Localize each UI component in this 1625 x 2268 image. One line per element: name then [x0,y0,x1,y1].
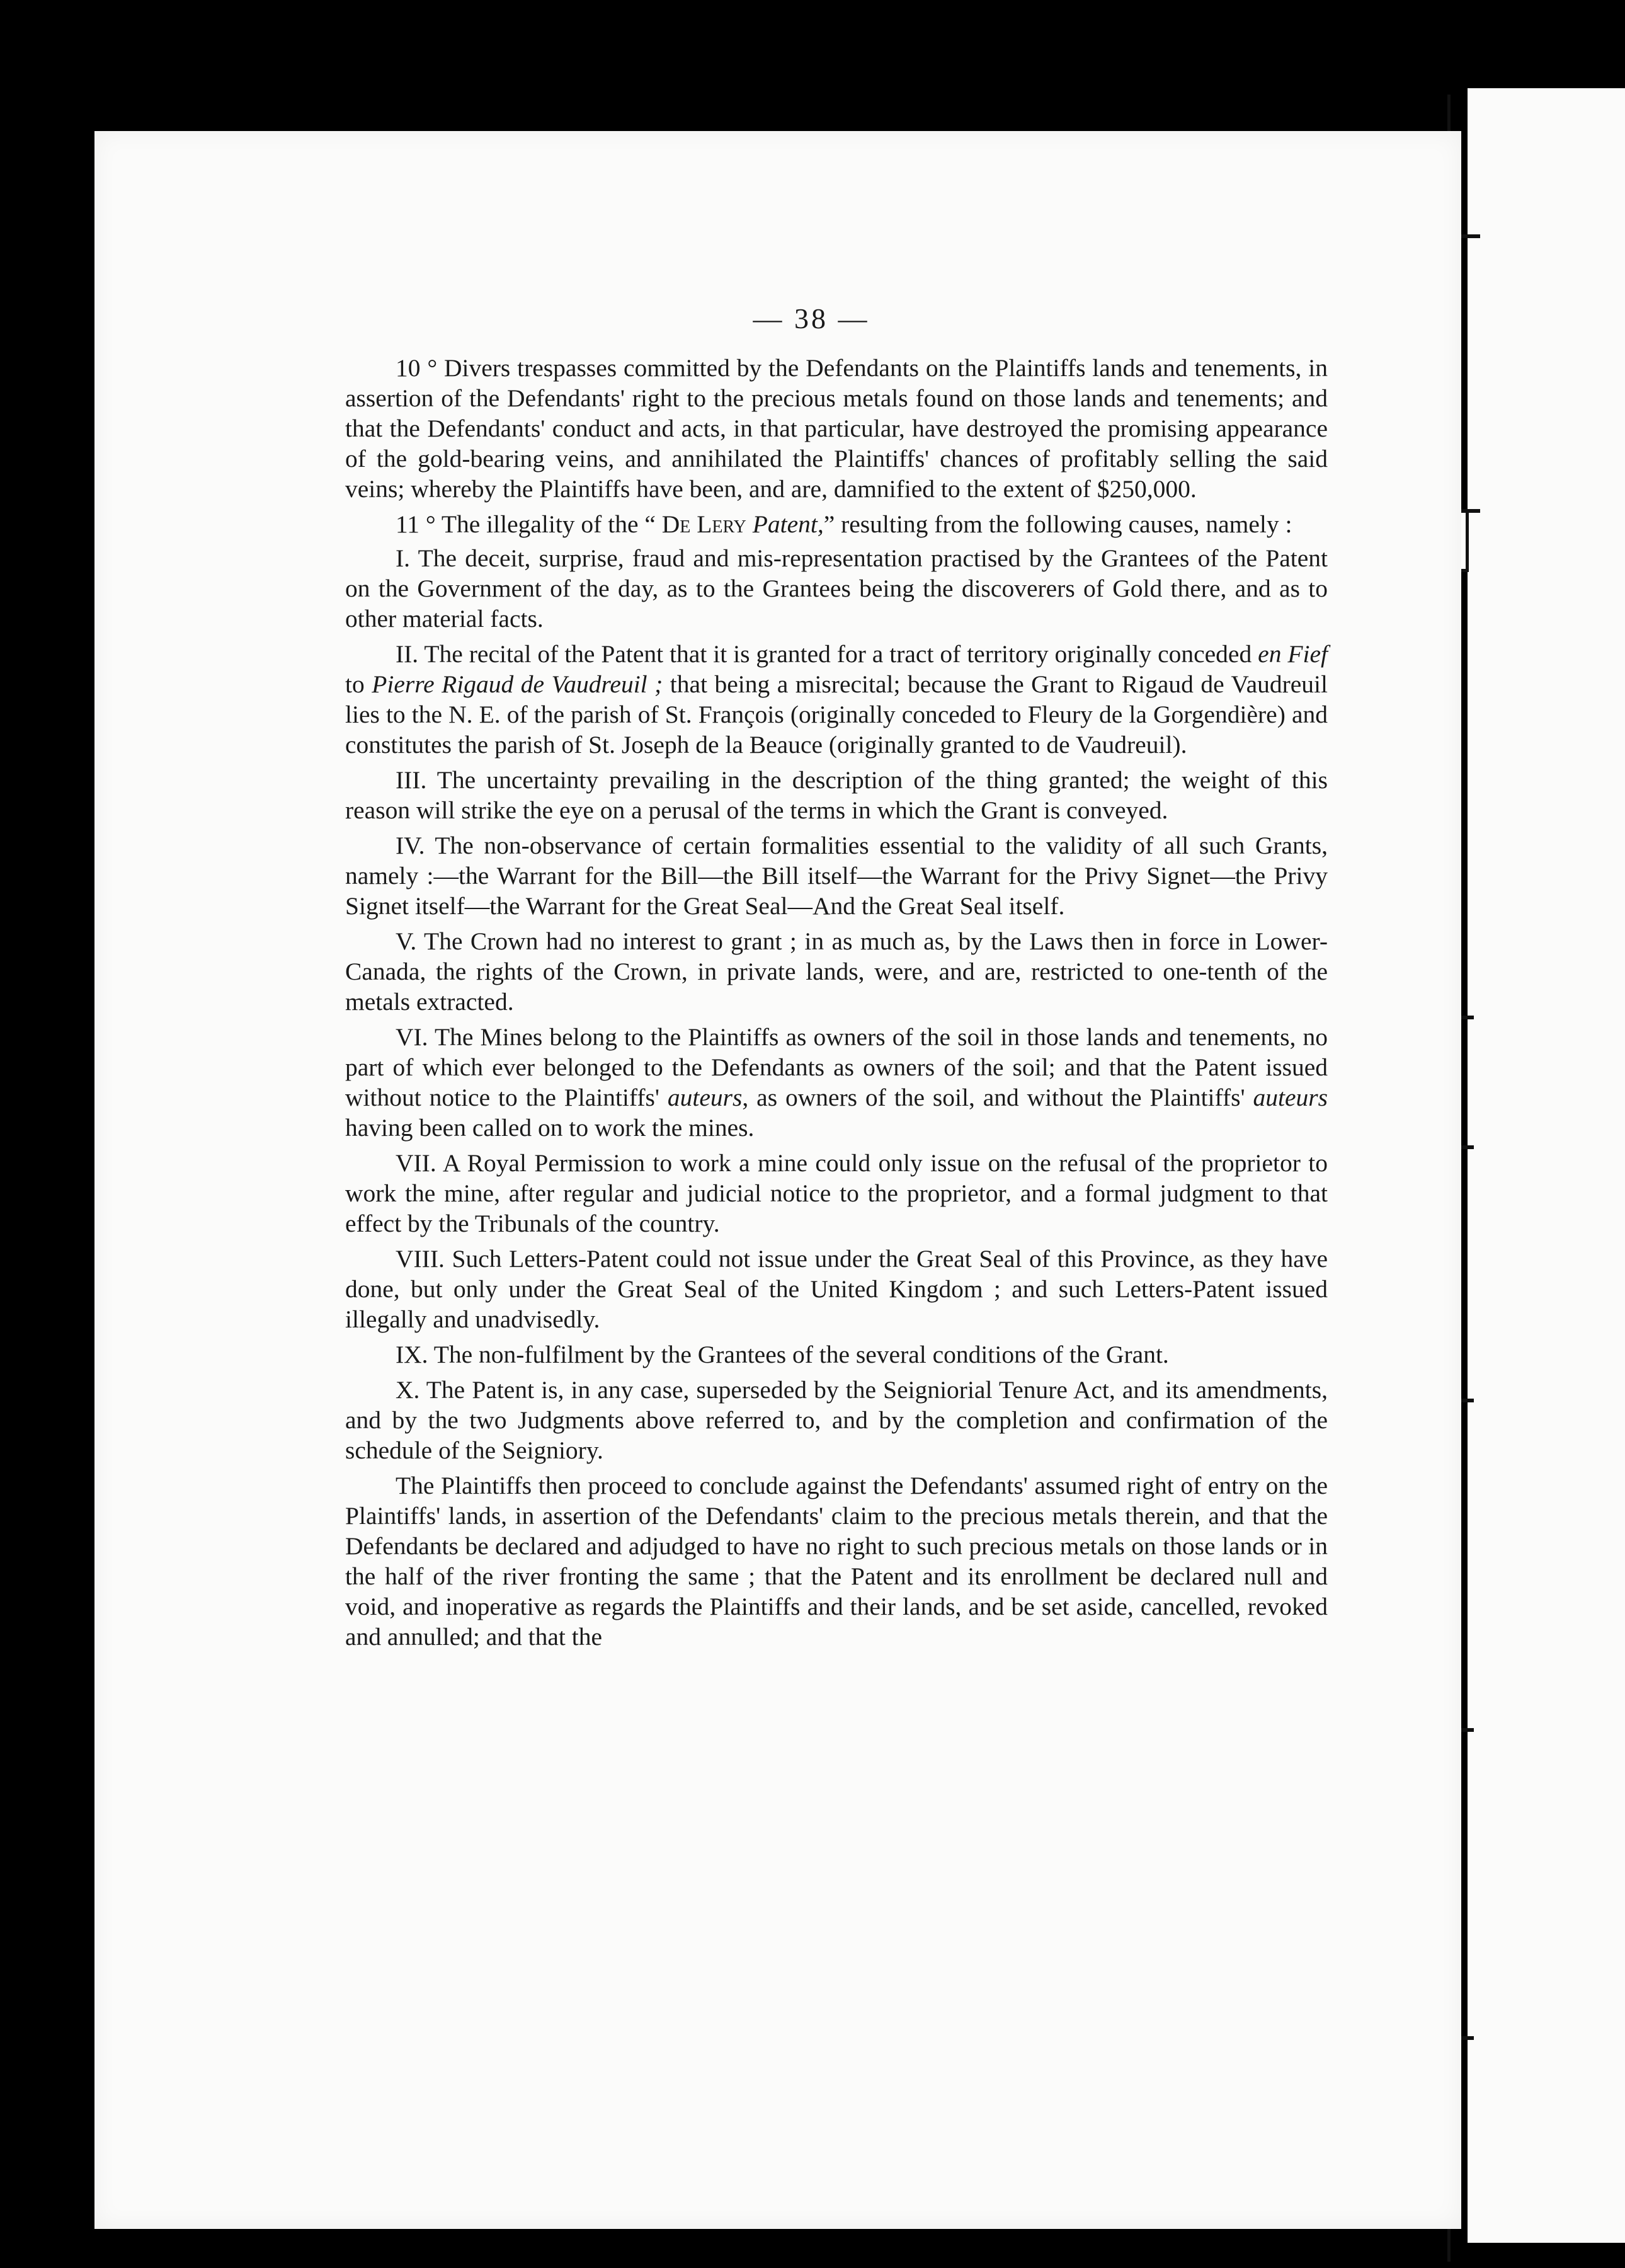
auteurs-italic: auteurs [667,1084,743,1111]
cause-vi-text: , as owners of the soil, and without the Plaintiffs' [742,1084,1253,1111]
cause-vi-text: having been called on to work the mines. [345,1114,755,1142]
cause-v: V. The Crown had no interest to grant ; in as much as, by the Laws then in force in Lower-Canada, the rights of the Crown, in private lands, were, and are, restricted to one-tenth of the metals extracted. [345,927,1328,1016]
de-lery-name: De Lery [661,510,746,538]
paragraph-10: 10 ° Divers trespasses committed by the Defendants on the Plaintiffs lands and tenements, in assertion of the Defendants' right to the precious metals found on those lands and tenements; and that the Defendants' conduct and acts, in that particular, have destroyed the promising appearance of the gold-bearing veins, and annihilated the Plaintiffs' chances of profitably selling the said veins; whereby the Plaintiffs have been, and are, damnified to the extent of $250,000. [345,354,1328,503]
paragraph-11-text-end: ” resulting from the following causes, namely : [823,510,1292,538]
paragraph-11-text: 11 ° The illegality of the “ [396,510,662,538]
cause-vii: VII. A Royal Permission to work a mine could only issue on the refusal of the proprietor to work the mine, after regular and judicial notice to the proprietor, and a formal judgment to that effect by the Tribunals of the country. [345,1149,1328,1237]
cause-iv: IV. The non-observance of certain formalities essential to the validity of all such Grants, namely :—the Warrant for the Bill—the Bill itself—the Warrant for the Privy Signet—the Privy Signet itself—the Warrant for the Great Seal—And the Great Seal itself. [345,832,1328,920]
cause-ii-text: II. The recital of the Patent that it is granted for a tract of territory originally conceded [396,640,1258,668]
page-number: — 38 — [753,302,870,335]
cause-viii: VIII. Such Letters-Patent could not issue under the Great Seal of this Province, as they have done, but only under the Great Seal of the United Kingdom ; and such Letters-Patent issued illegally and unadvisedly. [345,1245,1328,1333]
conclusion-paragraph: The Plaintiffs then proceed to conclude against the Defendants' assumed right of entry on the Plaintiffs' lands, in assertion of the Defendants' claim to the precious metals therein, and that the Defendants be declared and adjudged to have no right to such precious metals on those lands or in the half of the river fronting the same ; that the Patent and its enrollment be declared null and void, and inoperative as regards the Plaintiffs and their lands, and be set aside, cancelled, revoked and annulled; and that the [345,1472,1328,1651]
auteurs-italic: auteurs [1253,1084,1328,1111]
cause-iii: III. The uncertainty prevailing in the description of the thing granted; the weight of this reason will strike the eye on a perusal of the terms in which the Grant is conveyed. [345,766,1328,824]
cause-ii-text: to [345,670,372,698]
cause-vi-text: VI. The Mines belong to the Plaintiffs as owners of the soil in those lands and tenements, no part of which ever belonged to the Defendants as owners of the soil; and that the Patent issued without notice to the Plaintiffs' [345,1023,1328,1111]
cause-x: X. The Patent is, in any case, superseded by the Seigniorial Tenure Act, and its amendments, and by the two Judgments above referred to, and by the completion and confirmation of the schedule of the Seigniory. [345,1376,1328,1464]
page-text [345,304,1328,1657]
paragraph-11 [345,509,1328,539]
en-fief-italic: en Fief [1258,640,1328,668]
cause-ii [345,639,1328,760]
vaudreuil-italic: Pierre Rigaud de Vaudreuil ; [372,670,663,698]
cause-i: I. The deceit, surprise, fraud and mis-representation practised by the Grantees of the Patent on the Government of the day, as to the Grantees being the discoverers of Gold there, and as to other material facts. [345,544,1328,633]
cause-ix: IX. The non-fulfilment by the Grantees of the several conditions of the Grant. [396,1341,1169,1368]
facing-page-edge [1468,88,1625,2243]
cause-ii-text: that being a misrecital; because the Grant to Rigaud de Vaudreuil lies to the N. E. of the parish of St. François (originally conceded to Fleury de la Gorgendière) and constitutes the parish of St. Joseph de la Beauce (originally granted to de Vaudreuil). [345,670,1328,759]
patent-italic: Patent, [752,510,824,538]
cause-vi [345,1022,1328,1143]
